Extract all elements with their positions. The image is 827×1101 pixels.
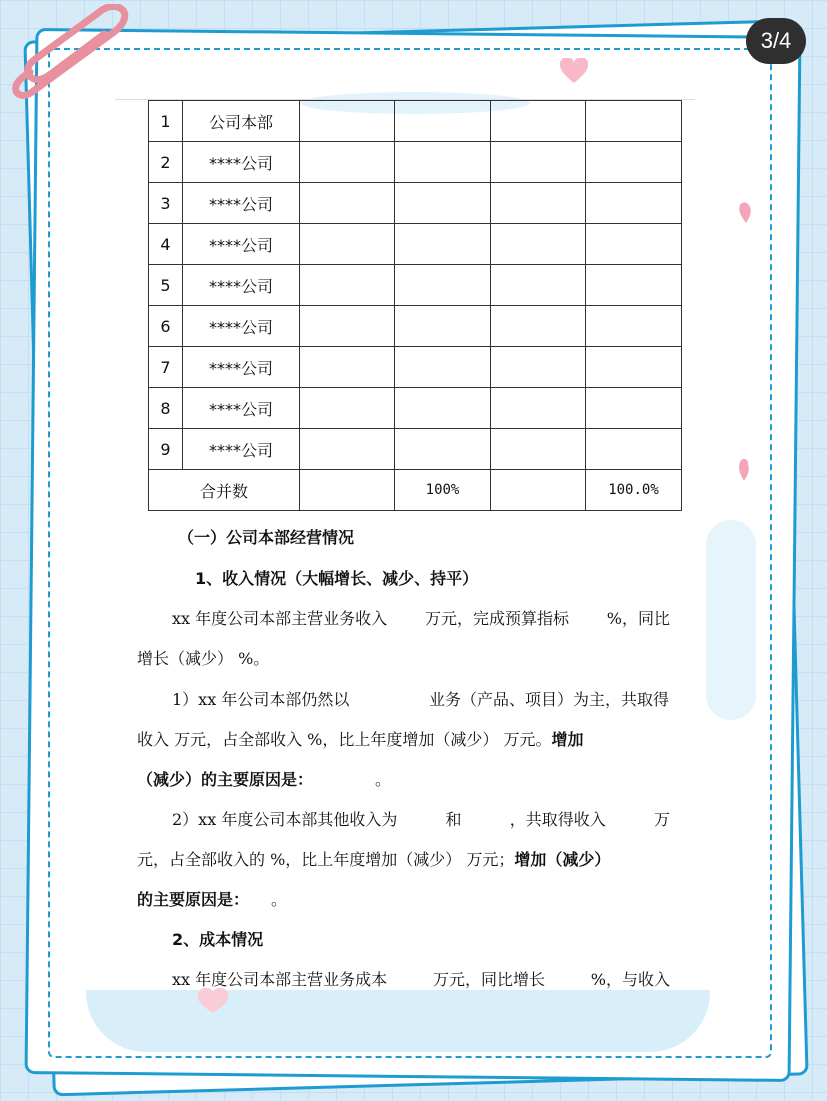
text-segment-bold: 增加 — [551, 730, 584, 749]
row-number: 8 — [149, 388, 183, 429]
text-segment: 收入 万元，占全部收入 %，比上年度增加（减少） 万元。 — [137, 730, 552, 749]
row-company-name: ****公司 — [183, 388, 300, 429]
table-total-row — [149, 470, 682, 511]
total-percent-cell: 100.0% — [586, 470, 682, 511]
empty-cell — [300, 388, 395, 429]
heart-icon — [196, 988, 230, 1014]
row-number: 2 — [149, 142, 183, 183]
empty-cell — [586, 101, 682, 142]
empty-cell — [586, 429, 682, 470]
empty-cell — [491, 183, 586, 224]
row-company-name: ****公司 — [183, 429, 300, 470]
empty-cell — [586, 347, 682, 388]
empty-cell — [491, 265, 586, 306]
row-number: 5 — [149, 265, 183, 306]
text-segment: 业务（产品、项目）为主，共取得 — [428, 690, 669, 709]
empty-cell — [491, 388, 586, 429]
empty-cell — [395, 388, 491, 429]
row-company-name: ****公司 — [183, 347, 300, 388]
empty-cell — [395, 347, 491, 388]
table-row — [149, 306, 682, 347]
page-counter-badge — [746, 18, 806, 64]
paragraph-line — [172, 969, 670, 991]
row-company-name: ****公司 — [183, 183, 300, 224]
empty-cell — [491, 306, 586, 347]
row-number: 4 — [149, 224, 183, 265]
empty-cell — [300, 429, 395, 470]
heart-icon — [738, 458, 750, 482]
heart-icon — [560, 58, 588, 84]
empty-cell — [586, 224, 682, 265]
paragraph-line — [172, 689, 669, 711]
total-percent-cell: 100% — [395, 470, 491, 511]
section-heading: （一）公司本部经营情况 — [178, 528, 355, 547]
table-row — [149, 183, 682, 224]
text-segment: 万 — [653, 810, 670, 829]
table-row — [149, 142, 682, 183]
empty-cell — [300, 265, 395, 306]
empty-cell — [395, 101, 491, 142]
paragraph-line — [172, 809, 670, 831]
empty-cell — [300, 224, 395, 265]
row-company-name: ****公司 — [183, 306, 300, 347]
table-row — [149, 347, 682, 388]
empty-cell — [395, 265, 491, 306]
text-segment: 1）xx 年公司本部仍然以 — [172, 690, 350, 709]
empty-cell — [586, 388, 682, 429]
table-row — [149, 429, 682, 470]
row-number: 9 — [149, 429, 183, 470]
row-company-name: ****公司 — [183, 265, 300, 306]
total-label: 合并数 — [149, 470, 300, 511]
table-row — [149, 265, 682, 306]
subsection-heading: 1、收入情况（大幅增长、减少、持平） — [195, 569, 479, 588]
empty-cell — [300, 183, 395, 224]
table-row — [149, 224, 682, 265]
empty-cell — [586, 265, 682, 306]
text-segment: %，同比 — [606, 609, 670, 628]
empty-cell — [300, 142, 395, 183]
empty-cell — [491, 224, 586, 265]
paragraph-line — [137, 849, 610, 871]
text-segment: 万元，完成预算指标 — [424, 609, 569, 628]
paragraph-line — [137, 729, 583, 751]
empty-cell — [491, 101, 586, 142]
text-segment-bold: 的主要原因是： — [137, 890, 242, 909]
row-number: 7 — [149, 347, 183, 388]
subsection-heading: 2、成本情况 — [172, 930, 264, 949]
text-segment-bold: 增加（减少） — [514, 850, 611, 869]
empty-cell — [395, 429, 491, 470]
heart-icon — [738, 200, 754, 224]
row-company-name: ****公司 — [183, 224, 300, 265]
row-company-name: 公司本部 — [183, 101, 300, 142]
text-segment: 2）xx 年度公司本部其他收入为 — [172, 810, 398, 829]
paragraph-line — [137, 769, 391, 791]
empty-cell — [491, 142, 586, 183]
empty-cell — [395, 183, 491, 224]
text-segment: 。 — [271, 890, 288, 909]
text-segment: xx 年度公司本部主营业务收入 — [172, 609, 388, 628]
empty-cell — [300, 306, 395, 347]
empty-cell — [300, 347, 395, 388]
empty-cell — [395, 142, 491, 183]
row-company-name: ****公司 — [183, 142, 300, 183]
text-segment: 万元，同比增长 — [432, 970, 545, 989]
table-body — [149, 101, 682, 511]
paragraph-line: 增长（减少） %。 — [137, 649, 270, 668]
text-segment-bold: （减少）的主要原因是： — [137, 770, 306, 789]
empty-cell — [586, 183, 682, 224]
empty-cell — [395, 224, 491, 265]
table-row — [149, 388, 682, 429]
empty-cell — [586, 142, 682, 183]
text-segment: 元，占全部收入的 %，比上年度增加（减少） 万元； — [137, 850, 515, 869]
page-counter-text: 3/4 — [760, 28, 792, 53]
text-segment: xx 年度公司本部主营业务成本 — [172, 970, 388, 989]
paragraph-line — [137, 889, 287, 911]
empty-cell — [395, 306, 491, 347]
table-row — [149, 101, 682, 142]
text-segment: ，共取得收入 — [509, 810, 606, 829]
empty-cell — [491, 347, 586, 388]
text-segment: %，与收入 — [590, 970, 670, 989]
data-table — [148, 100, 682, 511]
row-number: 1 — [149, 101, 183, 142]
empty-cell — [491, 470, 586, 511]
empty-cell — [300, 101, 395, 142]
empty-cell — [586, 306, 682, 347]
text-segment: 和 — [445, 810, 462, 829]
row-number: 6 — [149, 306, 183, 347]
text-segment: 。 — [375, 770, 392, 789]
paperclip-icon — [10, 4, 140, 104]
empty-cell — [300, 470, 395, 511]
empty-cell — [491, 429, 586, 470]
row-number: 3 — [149, 183, 183, 224]
paragraph-line — [172, 608, 670, 630]
